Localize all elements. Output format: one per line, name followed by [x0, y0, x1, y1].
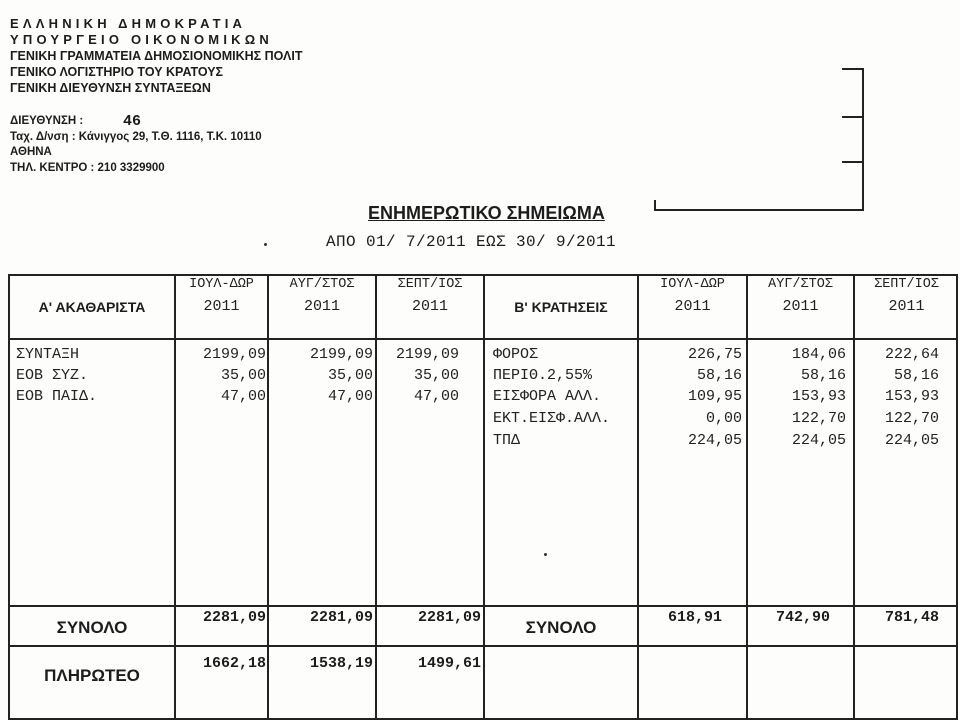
deduction-value: 222,64 — [884, 346, 939, 363]
gross-value: 35,00 — [413, 367, 459, 384]
deduction-value: 0,00 — [705, 410, 742, 427]
window-bracket-mid2 — [842, 161, 864, 163]
deduction-row-label: ΠΕΡΙΘ.2,55% — [493, 367, 593, 384]
gross-year-aug: 2011 — [303, 298, 340, 315]
agency-header — [10, 16, 303, 96]
gross-total-label: ΣΥΝΟΛΟ — [56, 618, 128, 637]
deductions-month-aug: ΑΥΓ/ΣΤΟΣ — [768, 277, 833, 292]
row-divider — [8, 338, 958, 340]
deduction-value: 109,95 — [687, 388, 742, 405]
gross-value: 2199,09 — [202, 346, 266, 363]
gross-row-label: ΣΥΝΤΑΞΗ — [16, 346, 80, 363]
col-divider — [637, 274, 639, 720]
gross-year-jul: 2011 — [203, 298, 240, 315]
header-line-accounting-office: ΓΕΝΙΚΟ ΛΟΓΙΣΤΗΡΙΟ ΤΟΥ ΚΡΑΤΟΥΣ — [10, 65, 224, 79]
deduction-row-label: ΤΠΔ — [493, 432, 521, 449]
col-divider — [746, 274, 748, 720]
col-divider — [483, 274, 485, 720]
deductions-month-jul: ΙΟΥΛ-ΔΩΡ — [660, 277, 725, 292]
header-line-pensions-directorate: ΓΕΝΙΚΗ ΔΙΕΥΘΥΝΣΗ ΣΥΝΤΑΞΕΩΝ — [10, 81, 211, 95]
deductions-heading: Β' ΚΡΑΤΗΣΕΙΣ — [514, 299, 608, 315]
deductions-year-sep: 2011 — [888, 298, 925, 315]
gross-value: 35,00 — [220, 367, 266, 384]
gross-row-label: ΕΟΒ ΣΥΖ. — [16, 367, 89, 384]
deductions-total-aug: 742,90 — [775, 609, 830, 626]
city: ΑΘΗΝΑ — [10, 146, 52, 158]
gross-value: 35,00 — [327, 367, 373, 384]
deductions-total-jul: 618,91 — [667, 609, 722, 626]
payable-label: ΠΛΗΡΩΤΕΟ — [44, 666, 140, 685]
payable-aug: 1538,19 — [309, 655, 373, 672]
gross-total-jul: 2281,09 — [202, 609, 266, 626]
deduction-value: 122,70 — [791, 410, 846, 427]
payable-sep: 1499,61 — [417, 655, 481, 672]
document-title: ΕΝΗΜΕΡΩΤΙΚΟ ΣΗΜΕΙΩΜΑ — [368, 203, 605, 223]
statement-period: ΑΠΟ 01/ 7/2011 ΕΩΣ 30/ 9/2011 — [326, 233, 617, 251]
col-divider — [375, 274, 377, 720]
speck — [264, 243, 267, 246]
window-bracket-bottom — [654, 209, 863, 211]
phone: ΤΗΛ. ΚΕΝΤΡΟ : 210 3329900 — [10, 161, 165, 174]
gross-month-sep: ΣΕΠΤ/ΙΟΣ — [397, 277, 463, 292]
gross-value: 2199,09 — [395, 346, 459, 363]
postal-address: Ταχ. Δ/νση : Κάνιγγος 29, Τ.Θ. 1116, Τ.Κ. 10110 — [10, 130, 262, 143]
gross-value: 2199,09 — [309, 346, 373, 363]
header-line-secretariat: ΓΕΝΙΚΗ ΓΡΑΜΜΑΤΕΙΑ ΔΗΜΟΣΙΟΝΟΜΙΚΗΣ ΠΟΛΙΤ — [10, 49, 303, 63]
deductions-total-sep: 781,48 — [884, 609, 939, 626]
header-line-republic: ΕΛΛΗΝΙΚΗ ΔΗΜΟΚΡΑΤΙΑ — [10, 16, 247, 31]
gross-total-aug: 2281,09 — [309, 609, 373, 626]
deduction-value: 184,06 — [791, 346, 846, 363]
gross-value: 47,00 — [413, 388, 459, 405]
gross-heading: Α' ΑΚΑΘΑΡΙΣΤΑ — [38, 299, 146, 315]
window-bracket-hook — [654, 200, 656, 210]
payable-jul: 1662,18 — [202, 655, 266, 672]
window-bracket-mid1 — [842, 116, 864, 118]
gross-value: 47,00 — [220, 388, 266, 405]
window-bracket-top — [842, 68, 864, 70]
deduction-value: 58,16 — [696, 367, 742, 384]
deduction-value: 153,93 — [884, 388, 939, 405]
deduction-value: 153,93 — [791, 388, 846, 405]
deductions-total-label: ΣΥΝΟΛΟ — [525, 618, 597, 637]
col-divider — [267, 274, 269, 720]
gross-year-sep: 2011 — [411, 298, 448, 315]
row-divider — [8, 605, 958, 607]
deductions-year-aug: 2011 — [782, 298, 819, 315]
col-divider — [174, 274, 176, 720]
deduction-value: 122,70 — [884, 410, 939, 427]
deduction-row-label: ΕΙΣΦΟΡΑ ΑΛΛ. — [493, 388, 602, 405]
gross-total-sep: 2281,09 — [417, 609, 481, 626]
header-line-ministry: ΥΠΟΥΡΓΕΙΟ ΟΙΚΟΝΟΜΙΚΩΝ — [10, 32, 273, 47]
speck — [544, 553, 547, 556]
gross-row-label: ΕΟΒ ΠΑΙΔ. — [16, 388, 98, 405]
deductions-month-sep: ΣΕΠΤ/ΙΟΣ — [874, 277, 939, 292]
deduction-value: 224,05 — [687, 432, 742, 449]
window-bracket-right — [862, 68, 864, 211]
deduction-value: 58,16 — [893, 367, 939, 384]
gross-value: 47,00 — [327, 388, 373, 405]
gross-month-jul: ΙΟΥΛ-ΔΩΡ — [189, 277, 254, 292]
deduction-value: 226,75 — [687, 346, 742, 363]
row-divider — [8, 645, 958, 647]
deduction-row-label: ΕΚΤ.ΕΙΣΦ.ΑΛΛ. — [493, 410, 611, 427]
deduction-value: 224,05 — [791, 432, 846, 449]
directorate-number: 46 — [123, 113, 142, 130]
col-divider — [853, 274, 855, 720]
deductions-year-jul: 2011 — [674, 298, 711, 315]
directorate-label: ΔΙΕΥΘΥΝΣΗ : — [10, 115, 84, 127]
deduction-value: 224,05 — [884, 432, 939, 449]
gross-month-aug: ΑΥΓ/ΣΤΟΣ — [289, 277, 355, 292]
deduction-row-label: ΦΟΡΟΣ — [493, 346, 539, 363]
deduction-value: 58,16 — [800, 367, 846, 384]
